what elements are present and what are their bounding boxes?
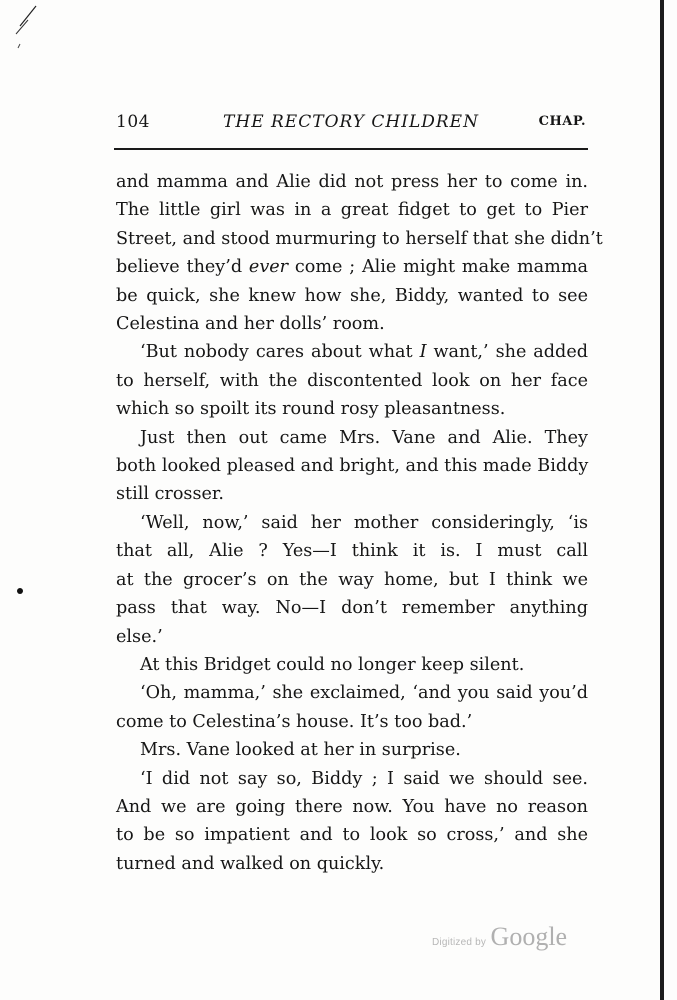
text-line: The little girl was in a great fidget to get to Pier	[116, 200, 588, 221]
text-line: ‘Oh, mamma,’ she exclaimed, ‘and you said you’d	[140, 683, 588, 704]
page-edge-line	[660, 0, 664, 1000]
digitization-watermark	[432, 922, 567, 952]
text-line: still crosser.	[116, 484, 224, 505]
text-line: At this Bridget could no longer keep silent.	[140, 654, 525, 675]
text-line: come to Celestina’s house. It’s too bad.’	[116, 711, 473, 732]
text-line: which so spoilt its round rosy pleasantness.	[116, 399, 506, 420]
text-line: turned and walked on quickly.	[116, 853, 385, 874]
running-header	[116, 112, 586, 140]
text-line: Street, and stood murmuring to herself that she didn’t	[116, 228, 603, 249]
text-line: be quick, she knew how she, Biddy, wanted to see	[116, 285, 588, 306]
text-line: at the grocer’s on the way home, but I think we	[116, 569, 588, 590]
text-line: Mrs. Vane looked at her in surprise.	[140, 740, 461, 761]
header-rule	[114, 148, 588, 150]
text-line: to herself, with the discontented look on her face	[116, 370, 588, 391]
text-line: that all, Alie ? Yes—I think it is. I must call	[116, 541, 588, 562]
text-line: Just then out came Mrs. Vane and Alie. They	[140, 427, 588, 448]
running-title: THE RECTORY CHILDREN	[223, 112, 479, 132]
text-line: ‘Well, now,’ said her mother consideringly, ‘is	[140, 512, 588, 533]
scan-mark-icon	[14, 4, 54, 64]
text-line: ‘I did not say so, Biddy ; I said we should see.	[140, 768, 588, 789]
page-number: 104	[116, 112, 150, 132]
text-line: and mamma and Alie did not press her to come in.	[116, 172, 588, 192]
text-line: pass that way. No—I don’t remember anything	[116, 598, 588, 619]
text-line: else.’	[116, 626, 163, 647]
brand-logo: Google	[490, 922, 568, 951]
ink-dot	[17, 588, 23, 594]
text-line: both looked pleased and bright, and this made Biddy	[116, 456, 589, 477]
text-line: Celestina and her dolls’ room.	[116, 314, 385, 335]
digitized-label: Digitized by	[432, 937, 487, 948]
text-line: believe they’d ever come ; Alie might make mamma	[116, 257, 588, 278]
chapter-mark: CHAP.	[538, 114, 586, 129]
text-line: ‘But nobody cares about what I want,’ she added	[140, 342, 588, 363]
text-line: to be so impatient and to look so cross,’ and she	[116, 825, 588, 846]
body-text	[116, 168, 603, 878]
text-line: And we are going there now. You have no reason	[116, 796, 588, 817]
